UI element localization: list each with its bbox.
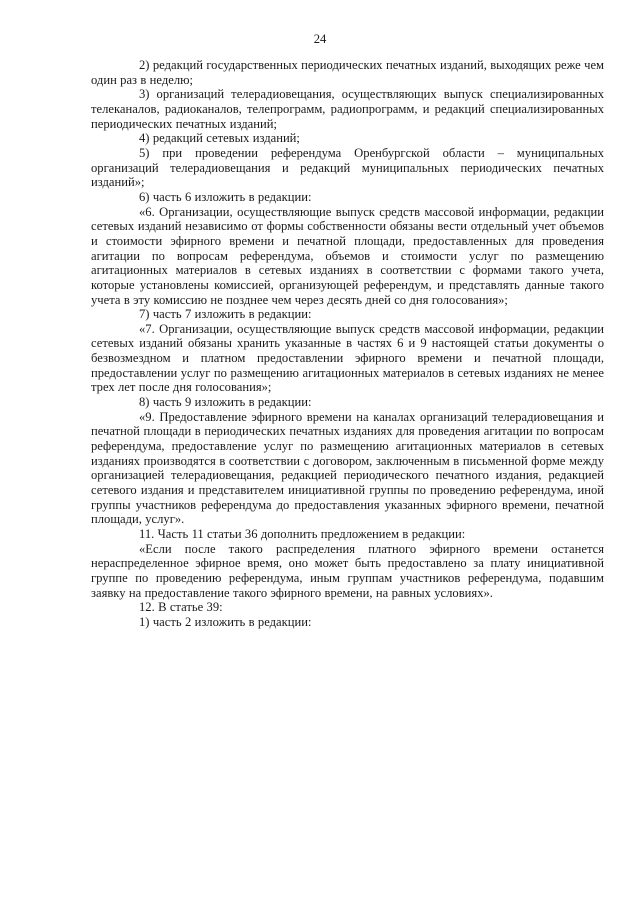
paragraph-item-3: 3) организаций телерадиовещания, осуществляющих выпуск специализированных телеканалов, радиоканалов, телепрограмм, радиопрограмм, и редакций специализированных периодических печатных изданий; [91,87,604,131]
page-number: 24 [313,32,327,46]
document-body [91,58,604,630]
paragraph-part-9-text: «9. Предоставление эфирного времени на каналах организаций телерадиовещания и печатной площади в периодических печатных изданиях для проведения агитации по вопросам референдума, предоставление услуг по размещению агитационных материалов в сетевых изданиях производятся в соответствии с договором, заключенным в письменной форме между организацией телерадиовещания, редакцией периодического печатного издания, редакцией сетевого издания и представителем инициативной группы по проведению референдума, иной группы участников референдума до предоставления указанных эфирного времени, печатной площади, услуг». [91,409,604,527]
paragraph-item-12-part-2: 1) часть 2 изложить в редакции: [139,614,312,629]
paragraph-item-11: 11. Часть 11 статьи 36 дополнить предложением в редакции: [139,527,466,541]
paragraph-item-2: 2) редакций государственных периодических печатных изданий, выходящих реже чем один раз в неделю; [91,58,604,87]
paragraph-item-4: 4) редакций сетевых изданий; [139,131,300,146]
paragraph-item-5: 5) при проведении референдума Оренбургской области – муниципальных организаций телерадиовещания и редакций муниципальных периодических печатных изданий»; [91,145,604,190]
paragraph-amend-part-9: 8) часть 9 изложить в редакции: [139,395,312,410]
paragraph-part-7-text: «7. Организации, осуществляющие выпуск средств массовой информации, редакции сетевых изданий обязаны хранить указанные в частях 6 и 9 настоящей статьи документы о безвозмездном и платном предоставлении эфирного времени и печатной площади, предоставлении услуг по размещению агитационных материалов в сетевых изданиях не менее трех лет после дня голосования»; [91,321,604,395]
paragraph-amend-part-7: 7) часть 7 изложить в редакции: [139,307,312,322]
paragraph-item-12: 12. В статье 39: [139,600,223,615]
paragraph-item-11-text: «Если после такого распределения платного эфирного времени останется нераспределенное эфирное время, оно может быть предоставлено за плату инициативной группе по проведению референдума, иным группам участников референдума, подавшим заявку на предоставление такого эфирного времени, на равных условиях». [91,541,604,600]
paragraph-part-6-text: «6. Организации, осуществляющие выпуск средств массовой информации, редакции сетевых изданий независимо от формы собственности обязаны вести отдельный учет объемов и стоимости эфирного времени и печатной площади, предоставленных для проведения агитации по вопросам референдума, объемов и стоимости услуг по размещению агитационных материалов в сетевых изданиях в соответствии с формами такого учета, которые установлены комиссией, организующей референдум, и представлять данные такого учета в эту комиссию не позднее чем через десять дней со дня голосования»; [91,204,604,307]
paragraph-amend-part-6: 6) часть 6 изложить в редакции: [139,189,312,204]
